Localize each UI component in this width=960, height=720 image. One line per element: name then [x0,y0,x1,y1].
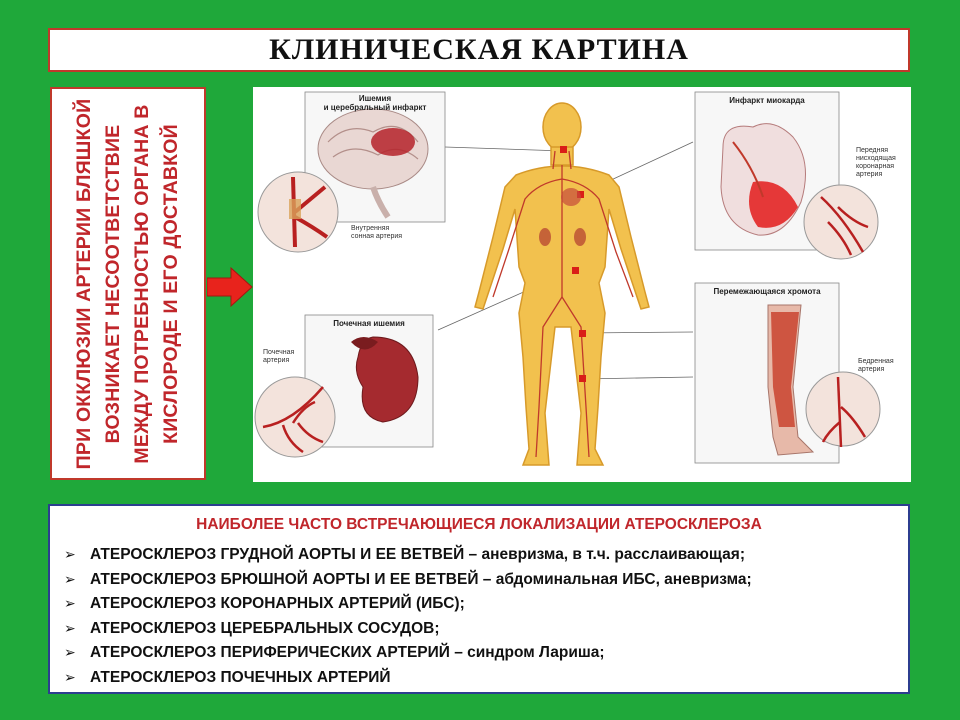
arrow-bullet-icon: ➢ [64,668,76,685]
item-rest: – синдром Лариша; [449,644,605,661]
brain-label-line-2: и церебральный инфаркт [323,103,427,112]
slide-title: КЛИНИЧЕСКАЯ КАРТИНА [269,33,689,66]
coronary-label-line-2: нисходящая [856,155,896,162]
item-rest: – абдоминальная ИБС, аневризма; [478,570,752,588]
list-item [64,640,752,665]
arrow-bullet-icon: ➢ [64,595,76,611]
renal-callout [263,349,294,365]
item-main: АТЕРОСКЛЕРОЗ ПЕРИФЕРИЧЕСКИХ АРТЕРИЙ [90,644,450,661]
femoral-callout [858,358,894,374]
carotid-callout [351,225,402,241]
item-main: АТЕРОСКЛЕРОЗ ЦЕРЕБРАЛЬНЫХ СОСУДОВ; [90,619,440,637]
femoral-label-line-1: Бедренная [858,358,894,365]
brain-label-line-1: Ишемия [358,94,392,103]
diagram-graphics [253,87,911,482]
right-arrow-icon [207,267,253,307]
item-rest: – аневризма, в т.ч. расслаивающая; [464,546,746,563]
item-main: АТЕРОСКЛЕРОЗ БРЮШНОЙ АОРТЫ И ЕЕ ВЕТВЕЙ [90,570,479,588]
item-main: АТЕРОСКЛЕРОЗ ПОЧЕЧНЫХ АРТЕРИЙ [90,668,391,686]
list-item [64,542,752,567]
title-box [48,28,910,72]
arrow-bullet-icon: ➢ [64,619,76,636]
coronary-label-line-4: артерия [856,171,883,178]
renal-label-line-2: артерия [263,357,290,364]
heart-panel-label: Инфаркт миокарда [729,96,805,105]
anatomy-diagram [253,87,911,482]
item-main: АТЕРОСКЛЕРОЗ КОРОНАРНЫХ АРТЕРИЙ (ИБС); [90,595,465,612]
arrow-bullet-icon: ➢ [64,546,76,562]
list-item [64,567,752,592]
arrow-bullet-icon: ➢ [64,644,76,660]
leg-panel-label: Перемежающаяся хромота [713,287,821,296]
coronary-label-line-1: Передняя [856,147,889,154]
item-main: АТЕРОСКЛЕРОЗ ГРУДНОЙ АОРТЫ И ЕЕ ВЕТВЕЙ [90,546,465,563]
side-box [50,87,206,480]
list-item [64,591,752,616]
carotid-label-line-2: сонная артерия [351,233,403,240]
arrow-bullet-icon: ➢ [64,570,76,587]
localizations-box [48,504,910,694]
list-item [64,665,752,690]
localizations-title: НАИБОЛЕЕ ЧАСТО ВСТРЕЧАЮЩИЕСЯ ЛОКАЛИЗАЦИИ АТЕРОСКЛЕРОЗА [196,516,762,533]
localizations-list [64,542,752,689]
coronary-label-line-3: коронарная [856,163,895,170]
list-item [64,616,752,641]
renal-label-line-1: Почечная [263,349,295,356]
femoral-label-line-2: артерия [858,366,885,373]
carotid-label-line-1: Внутренняя [351,225,390,232]
kidney-panel-label: Почечная ишемия [333,319,405,328]
brain-panel-label [305,94,445,112]
side-statement: ПРИ ОККЛЮЗИИ АРТЕРИИ БЛЯШКОЙ ВОЗНИКАЕТ НЕСООТВЕТСТВИЕ МЕЖДУ ПОТРЕБНОСТЬЮ ОРГАНА В КИСЛОРОДЕ И ЕГО ДОСТАВКОЙ [73,98,182,469]
coronary-callout [856,147,896,179]
